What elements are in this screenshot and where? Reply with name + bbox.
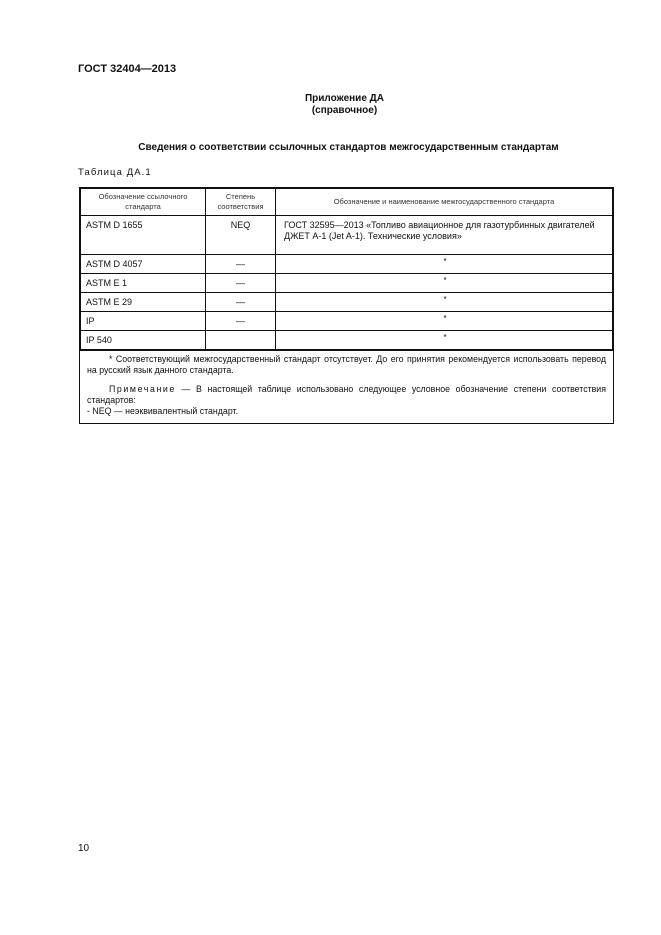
- appendix-subtitle: (справочное): [311, 105, 378, 116]
- cell-reference: ASTM E 29: [81, 293, 206, 312]
- cell-interstate: *: [276, 274, 613, 293]
- section-title: [0, 142, 661, 153]
- cell-interstate: ГОСТ 32595—2013 «Топливо авиационное для газотурбинных двигателей ДЖЕТ А-1 (Jet A-1). Технические условия»: [276, 216, 613, 255]
- table-row: [81, 274, 613, 293]
- cell-interstate: *: [276, 312, 613, 331]
- cell-reference: ASTM D 4057: [81, 255, 206, 274]
- cell-interstate: *: [276, 331, 613, 350]
- table-row: [81, 293, 613, 312]
- note-label: Примечание: [109, 384, 176, 394]
- cell-interstate: *: [276, 293, 613, 312]
- table-notes: [80, 350, 613, 423]
- cell-reference: IP: [81, 312, 206, 331]
- table-row: [81, 255, 613, 274]
- header-degree: Степень соответствия: [206, 189, 276, 216]
- cell-degree: —: [206, 255, 276, 274]
- cell-interstate: *: [276, 255, 613, 274]
- cell-reference: IP 540: [81, 331, 206, 350]
- note-text: — В настоящей таблице использовано следующее условное обозначение степени соответствия стандартов:: [87, 384, 606, 405]
- table-row: [81, 312, 613, 331]
- note-item: - NEQ — неэквивалентный стандарт.: [87, 406, 239, 416]
- cell-degree: [206, 331, 276, 350]
- table-note: [87, 384, 606, 406]
- table-row: [81, 331, 613, 350]
- table-row: [81, 216, 613, 255]
- table-header-row: [81, 189, 613, 216]
- page-number: 10: [78, 843, 90, 854]
- cell-reference: ASTM E 1: [81, 274, 206, 293]
- cell-degree: —: [206, 274, 276, 293]
- appendix-title: Приложение ДА: [304, 93, 385, 104]
- table-caption: Таблица ДА.1: [78, 167, 152, 178]
- header-reference-standard: Обозначение ссылочного стандарта: [81, 189, 206, 216]
- standards-table: [79, 187, 614, 424]
- cell-degree: —: [206, 312, 276, 331]
- section-title-text: Сведения о соответствии ссылочных стандартов межгосударственным стандартам: [138, 142, 559, 153]
- cell-reference: ASTM D 1655: [81, 216, 206, 255]
- appendix-heading: [0, 93, 661, 117]
- standards-grid: [80, 188, 613, 350]
- header-interstate-standard: Обозначение и наименование межгосударственного стандарта: [276, 189, 613, 216]
- cell-degree: —: [206, 293, 276, 312]
- cell-degree: NEQ: [206, 216, 276, 255]
- table-footnote: * Соответствующий межгосударственный стандарт отсутствует. До его принятия рекомендуется использовать перевод на русский язык данного стандарта.: [87, 354, 606, 375]
- document-id: ГОСТ 32404—2013: [78, 63, 177, 75]
